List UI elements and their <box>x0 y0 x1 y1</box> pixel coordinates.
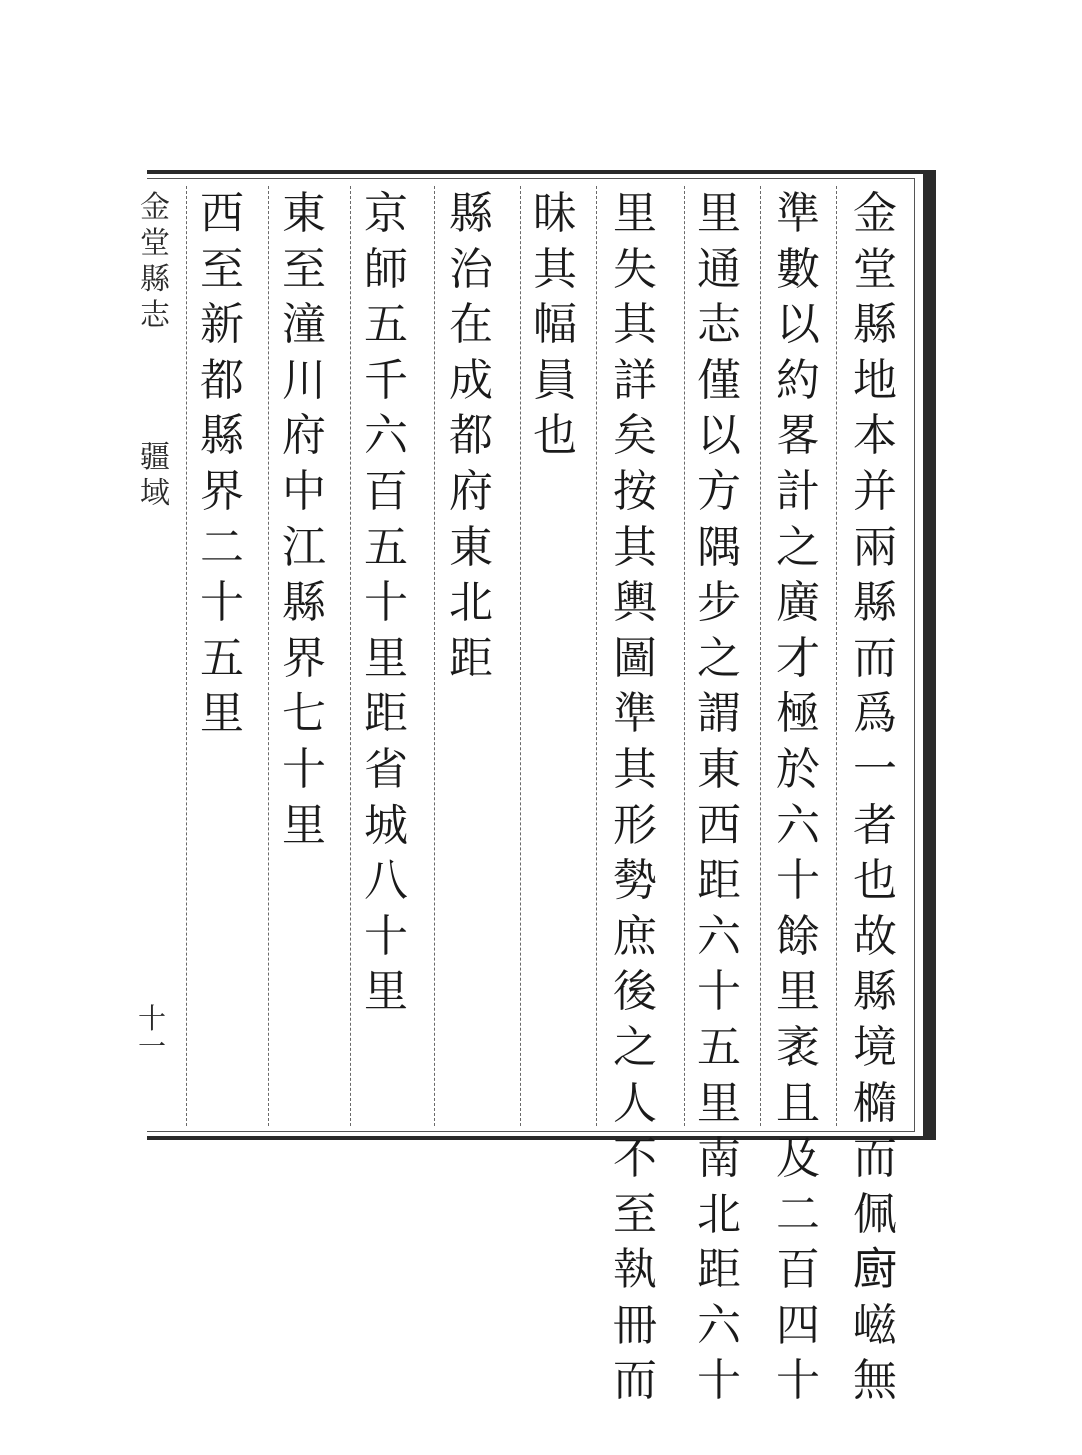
glyph: 其 <box>613 299 657 351</box>
glyph: 餘 <box>776 910 820 962</box>
text-column-1 <box>853 186 897 1409</box>
glyph: 十 <box>200 577 244 629</box>
page-number <box>138 1002 167 1063</box>
glyph: 地 <box>853 354 897 406</box>
text-column-8 <box>282 186 326 853</box>
glyph: 域 <box>140 476 170 511</box>
glyph: 里 <box>282 799 326 851</box>
glyph: 六 <box>697 1299 741 1351</box>
glyph: 而 <box>853 1133 897 1185</box>
glyph: 里 <box>364 632 408 684</box>
glyph: 里 <box>697 1077 741 1129</box>
text-column-7 <box>364 186 408 1020</box>
column-text <box>697 186 741 1409</box>
glyph: 東 <box>449 521 493 573</box>
glyph: 者 <box>853 799 897 851</box>
glyph: 疆 <box>140 440 170 475</box>
column-text <box>776 186 820 1409</box>
glyph: 昧 <box>533 188 577 239</box>
column-rule <box>350 186 351 1126</box>
glyph: 都 <box>449 410 493 462</box>
glyph: 廣 <box>776 577 820 629</box>
glyph: 執 <box>613 1244 657 1296</box>
glyph: 治 <box>449 243 493 295</box>
glyph: 縣 <box>853 299 897 351</box>
glyph: 六 <box>776 799 820 851</box>
glyph: 準 <box>613 688 657 740</box>
glyph: 且 <box>776 1077 820 1129</box>
glyph: 嵫 <box>853 1299 897 1351</box>
glyph: 里 <box>776 966 820 1018</box>
glyph: 界 <box>282 632 326 684</box>
glyph: 以 <box>776 299 820 351</box>
glyph: 冊 <box>613 1299 657 1351</box>
glyph: 五 <box>697 1021 741 1073</box>
text-column-5 <box>533 186 577 464</box>
glyph: 按 <box>613 465 657 517</box>
glyph: 四 <box>776 1299 820 1351</box>
glyph: 之 <box>613 1021 657 1073</box>
glyph: 里 <box>697 188 741 239</box>
glyph: 後 <box>613 966 657 1018</box>
glyph: 距 <box>697 1244 741 1296</box>
glyph: 潼 <box>282 299 326 351</box>
glyph: 五 <box>364 521 408 573</box>
glyph: 無 <box>853 1355 897 1407</box>
glyph: 也 <box>533 410 577 462</box>
glyph: 城 <box>364 799 408 851</box>
glyph: 隅 <box>697 521 741 573</box>
text-column-9 <box>200 186 244 742</box>
glyph: 志 <box>697 299 741 351</box>
glyph: 之 <box>776 521 820 573</box>
glyph: 謂 <box>697 688 741 740</box>
glyph: 千 <box>364 354 408 406</box>
glyph: 𢊍 <box>853 1244 897 1296</box>
glyph: 十 <box>364 577 408 629</box>
glyph: 堂 <box>140 226 170 261</box>
glyph: 八 <box>364 855 408 907</box>
glyph: 畧 <box>776 410 820 462</box>
glyph: 才 <box>776 632 820 684</box>
glyph: 數 <box>776 243 820 295</box>
glyph: 故 <box>853 910 897 962</box>
text-column-3 <box>697 186 741 1409</box>
glyph: 計 <box>776 465 820 517</box>
column-text <box>449 186 493 686</box>
glyph: 一 <box>853 743 897 795</box>
glyph: 矣 <box>613 410 657 462</box>
glyph: 十 <box>364 910 408 962</box>
glyph: 都 <box>200 354 244 406</box>
glyph: 百 <box>776 1244 820 1296</box>
glyph: 勢 <box>613 855 657 907</box>
glyph: 於 <box>776 743 820 795</box>
glyph: 里 <box>613 188 657 239</box>
glyph: 北 <box>697 1188 741 1240</box>
column-text <box>200 186 244 742</box>
glyph: 七 <box>282 688 326 740</box>
glyph: 也 <box>853 855 897 907</box>
glyph: 幅 <box>533 299 577 351</box>
glyph: 至 <box>613 1188 657 1240</box>
glyph: 準 <box>776 188 820 239</box>
glyph: 里 <box>200 688 244 740</box>
margin-book-title <box>140 190 170 334</box>
glyph: 并 <box>853 465 897 517</box>
glyph: 五 <box>364 299 408 351</box>
text-column-4 <box>613 186 657 1409</box>
glyph: 境 <box>853 1021 897 1073</box>
margin-section-label <box>140 440 170 512</box>
glyph: 府 <box>282 410 326 462</box>
glyph: 六 <box>697 910 741 962</box>
glyph: 五 <box>200 632 244 684</box>
glyph: 員 <box>533 354 577 406</box>
glyph: 十 <box>776 855 820 907</box>
glyph: 至 <box>282 243 326 295</box>
glyph: 府 <box>449 465 493 517</box>
glyph: 縣 <box>853 966 897 1018</box>
fold-divider <box>928 170 936 1140</box>
glyph: 縣 <box>200 410 244 462</box>
glyph: 一 <box>138 1030 167 1063</box>
glyph: 不 <box>613 1133 657 1185</box>
glyph: 及 <box>776 1133 820 1185</box>
glyph: 金 <box>853 188 897 239</box>
glyph: 其 <box>613 743 657 795</box>
margin-section-text <box>140 440 170 512</box>
glyph: 庶 <box>613 910 657 962</box>
glyph: 在 <box>449 299 493 351</box>
glyph: 圖 <box>613 632 657 684</box>
glyph: 縣 <box>140 262 170 297</box>
glyph: 輿 <box>613 577 657 629</box>
column-text <box>533 186 577 464</box>
glyph: 十 <box>138 1002 167 1035</box>
glyph: 通 <box>697 243 741 295</box>
text-column-2 <box>776 186 820 1409</box>
glyph: 十 <box>282 743 326 795</box>
glyph: 西 <box>200 188 244 239</box>
glyph: 形 <box>613 799 657 851</box>
glyph: 成 <box>449 354 493 406</box>
column-rule <box>434 186 435 1126</box>
glyph: 以 <box>697 410 741 462</box>
glyph: 縣 <box>449 188 493 239</box>
glyph: 其 <box>613 521 657 573</box>
glyph: 師 <box>364 243 408 295</box>
column-rule <box>760 186 761 1126</box>
glyph: 十 <box>697 1355 741 1407</box>
glyph: 約 <box>776 354 820 406</box>
glyph: 東 <box>282 188 326 239</box>
glyph: 人 <box>613 1077 657 1129</box>
glyph: 省 <box>364 743 408 795</box>
glyph: 橢 <box>853 1077 897 1129</box>
glyph: 北 <box>449 577 493 629</box>
glyph: 川 <box>282 354 326 406</box>
glyph: 失 <box>613 243 657 295</box>
glyph: 方 <box>697 465 741 517</box>
column-text <box>364 186 408 1020</box>
column-rule <box>520 186 521 1126</box>
glyph: 六 <box>364 410 408 462</box>
column-text <box>613 186 657 1409</box>
glyph: 袤 <box>776 1021 820 1073</box>
glyph: 距 <box>449 632 493 684</box>
glyph: 而 <box>853 632 897 684</box>
column-rule <box>596 186 597 1126</box>
page-number-text <box>138 1002 167 1063</box>
glyph: 縣 <box>282 577 326 629</box>
glyph: 西 <box>697 799 741 851</box>
glyph: 兩 <box>853 521 897 573</box>
text-column-6 <box>449 186 493 686</box>
glyph: 僅 <box>697 354 741 406</box>
glyph: 距 <box>364 688 408 740</box>
glyph: 距 <box>697 855 741 907</box>
glyph: 十 <box>697 966 741 1018</box>
glyph: 縣 <box>853 577 897 629</box>
glyph: 金 <box>140 190 170 225</box>
column-rule <box>186 186 187 1126</box>
glyph: 里 <box>364 966 408 1018</box>
column-rule <box>836 186 837 1126</box>
glyph: 而 <box>613 1355 657 1407</box>
glyph: 百 <box>364 465 408 517</box>
glyph: 極 <box>776 688 820 740</box>
glyph: 佩 <box>853 1188 897 1240</box>
column-rule <box>684 186 685 1126</box>
glyph: 堂 <box>853 243 897 295</box>
glyph: 新 <box>200 299 244 351</box>
glyph: 步 <box>697 577 741 629</box>
glyph: 南 <box>697 1133 741 1185</box>
glyph: 之 <box>697 632 741 684</box>
glyph: 詳 <box>613 354 657 406</box>
column-text <box>282 186 326 853</box>
glyph: 志 <box>140 298 170 333</box>
glyph: 中 <box>282 465 326 517</box>
glyph: 江 <box>282 521 326 573</box>
glyph: 京 <box>364 188 408 239</box>
glyph: 二 <box>200 521 244 573</box>
glyph: 十 <box>776 1355 820 1407</box>
column-text <box>853 186 897 1409</box>
glyph: 本 <box>853 410 897 462</box>
glyph: 其 <box>533 243 577 295</box>
column-rule <box>268 186 269 1126</box>
margin-title-text <box>140 190 170 334</box>
glyph: 界 <box>200 465 244 517</box>
glyph: 至 <box>200 243 244 295</box>
glyph: 二 <box>776 1188 820 1240</box>
glyph: 東 <box>697 743 741 795</box>
glyph: 爲 <box>853 688 897 740</box>
